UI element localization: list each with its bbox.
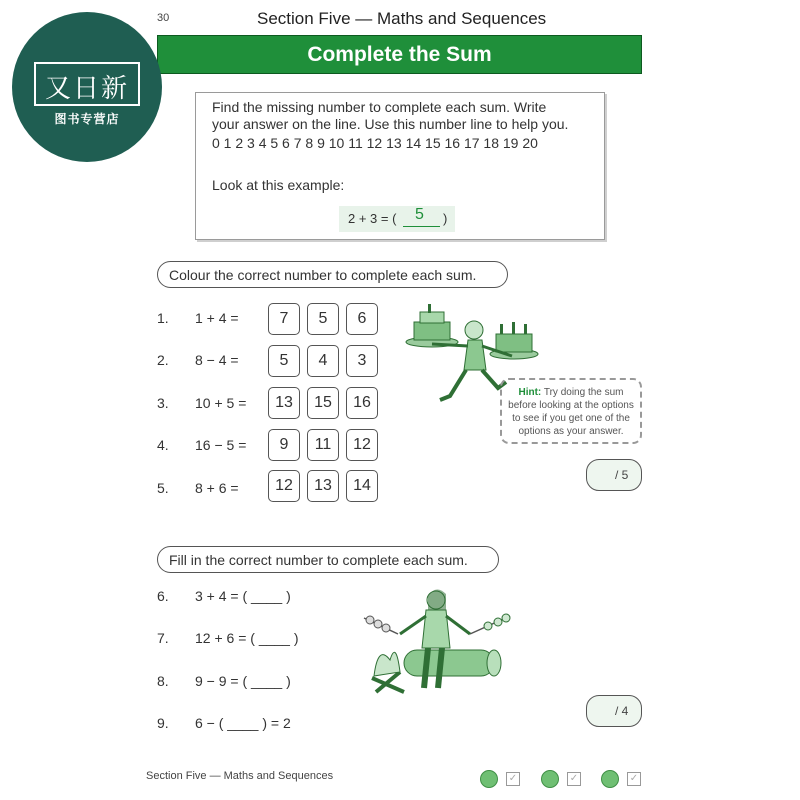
example-label: Look at this example:	[212, 177, 345, 193]
question-number: 4.	[157, 437, 169, 453]
footer-text: Section Five — Maths and Sequences	[146, 770, 334, 782]
checkbox-icon[interactable]: ✓	[627, 772, 641, 786]
answer-option[interactable]: 5	[268, 345, 300, 377]
answer-option[interactable]: 9	[268, 429, 300, 461]
instruction-box	[195, 92, 605, 240]
answer-option[interactable]: 6	[346, 303, 378, 335]
answer-option[interactable]: 13	[307, 470, 339, 502]
hint-label: Hint:	[518, 387, 542, 398]
logo-frame	[34, 62, 140, 106]
answer-option[interactable]: 5	[307, 303, 339, 335]
example-sum-text: 2 + 3 = (	[348, 211, 397, 226]
fill-in-sum[interactable]: 12 + 6 = ( ____ )	[195, 630, 299, 646]
score-label: / 4	[615, 704, 629, 718]
question-sum: 10 + 5 =	[195, 395, 247, 411]
answer-option[interactable]: 12	[268, 470, 300, 502]
title-banner	[157, 35, 642, 74]
campfire-illustration	[358, 582, 518, 704]
page-number: 30	[157, 12, 170, 24]
hint-text: Try doing the sum before looking at the options to see if you get one of the options as your answer.	[508, 387, 634, 437]
question-number: 2.	[157, 352, 169, 368]
answer-option[interactable]: 14	[346, 470, 378, 502]
question-number: 3.	[157, 395, 169, 411]
question-sum: 8 − 4 =	[195, 352, 239, 368]
logo-sub-text: 图书专营店	[54, 112, 120, 126]
question-sum: 1 + 4 =	[195, 310, 239, 326]
instruction-line-1: Find the missing number to complete each sum. Write	[212, 99, 547, 115]
answer-option[interactable]: 13	[268, 387, 300, 419]
question-sum: 8 + 6 =	[195, 480, 239, 496]
example-answer: 5	[415, 206, 424, 223]
example-close: )	[443, 211, 448, 226]
question-number: 6.	[157, 588, 169, 604]
answer-option[interactable]: 11	[307, 429, 339, 461]
store-logo	[12, 12, 162, 162]
score-box-part2[interactable]	[586, 695, 642, 727]
question-sum: 16 − 5 =	[195, 437, 247, 453]
fill-in-sum[interactable]: 3 + 4 = ( ____ )	[195, 588, 291, 604]
answer-option[interactable]: 16	[346, 387, 378, 419]
example-answer-line	[403, 226, 440, 227]
question-number: 7.	[157, 630, 169, 646]
part2-instruction	[157, 546, 499, 573]
unhappy-face-icon[interactable]	[480, 770, 498, 788]
neutral-face-icon[interactable]	[541, 770, 559, 788]
section-title: Section Five — Maths and Sequences	[257, 9, 547, 28]
number-line: 0 1 2 3 4 5 6 7 8 9 10 11 12 13 14 15 16 17 18 19 20	[212, 135, 538, 151]
answer-option[interactable]: 3	[346, 345, 378, 377]
logo-main-text: 又日新	[44, 74, 129, 104]
answer-option[interactable]: 12	[346, 429, 378, 461]
question-number: 5.	[157, 480, 169, 496]
answer-option[interactable]: 7	[268, 303, 300, 335]
fill-in-sum[interactable]: 6 − ( ____ ) = 2	[195, 715, 291, 731]
checkbox-icon[interactable]: ✓	[567, 772, 581, 786]
part1-instruction	[157, 261, 508, 288]
question-number: 1.	[157, 310, 169, 326]
fill-in-sum[interactable]: 9 − 9 = ( ____ )	[195, 673, 291, 689]
question-number: 8.	[157, 673, 169, 689]
score-label: / 5	[615, 468, 629, 482]
answer-option[interactable]: 4	[307, 345, 339, 377]
banner-title: Complete the Sum	[307, 43, 492, 66]
checkbox-icon[interactable]: ✓	[506, 772, 520, 786]
answer-option[interactable]: 15	[307, 387, 339, 419]
part2-instruction-text: Fill in the correct number to complete each sum.	[169, 552, 468, 568]
score-box-part1[interactable]	[586, 459, 642, 491]
happy-face-icon[interactable]	[601, 770, 619, 788]
hint-box	[500, 378, 642, 444]
instruction-line-2: your answer on the line. Use this number line to help you.	[212, 116, 569, 132]
question-number: 9.	[157, 715, 169, 731]
example-sum	[339, 206, 455, 232]
part1-instruction-text: Colour the correct number to complete each sum.	[169, 267, 477, 283]
